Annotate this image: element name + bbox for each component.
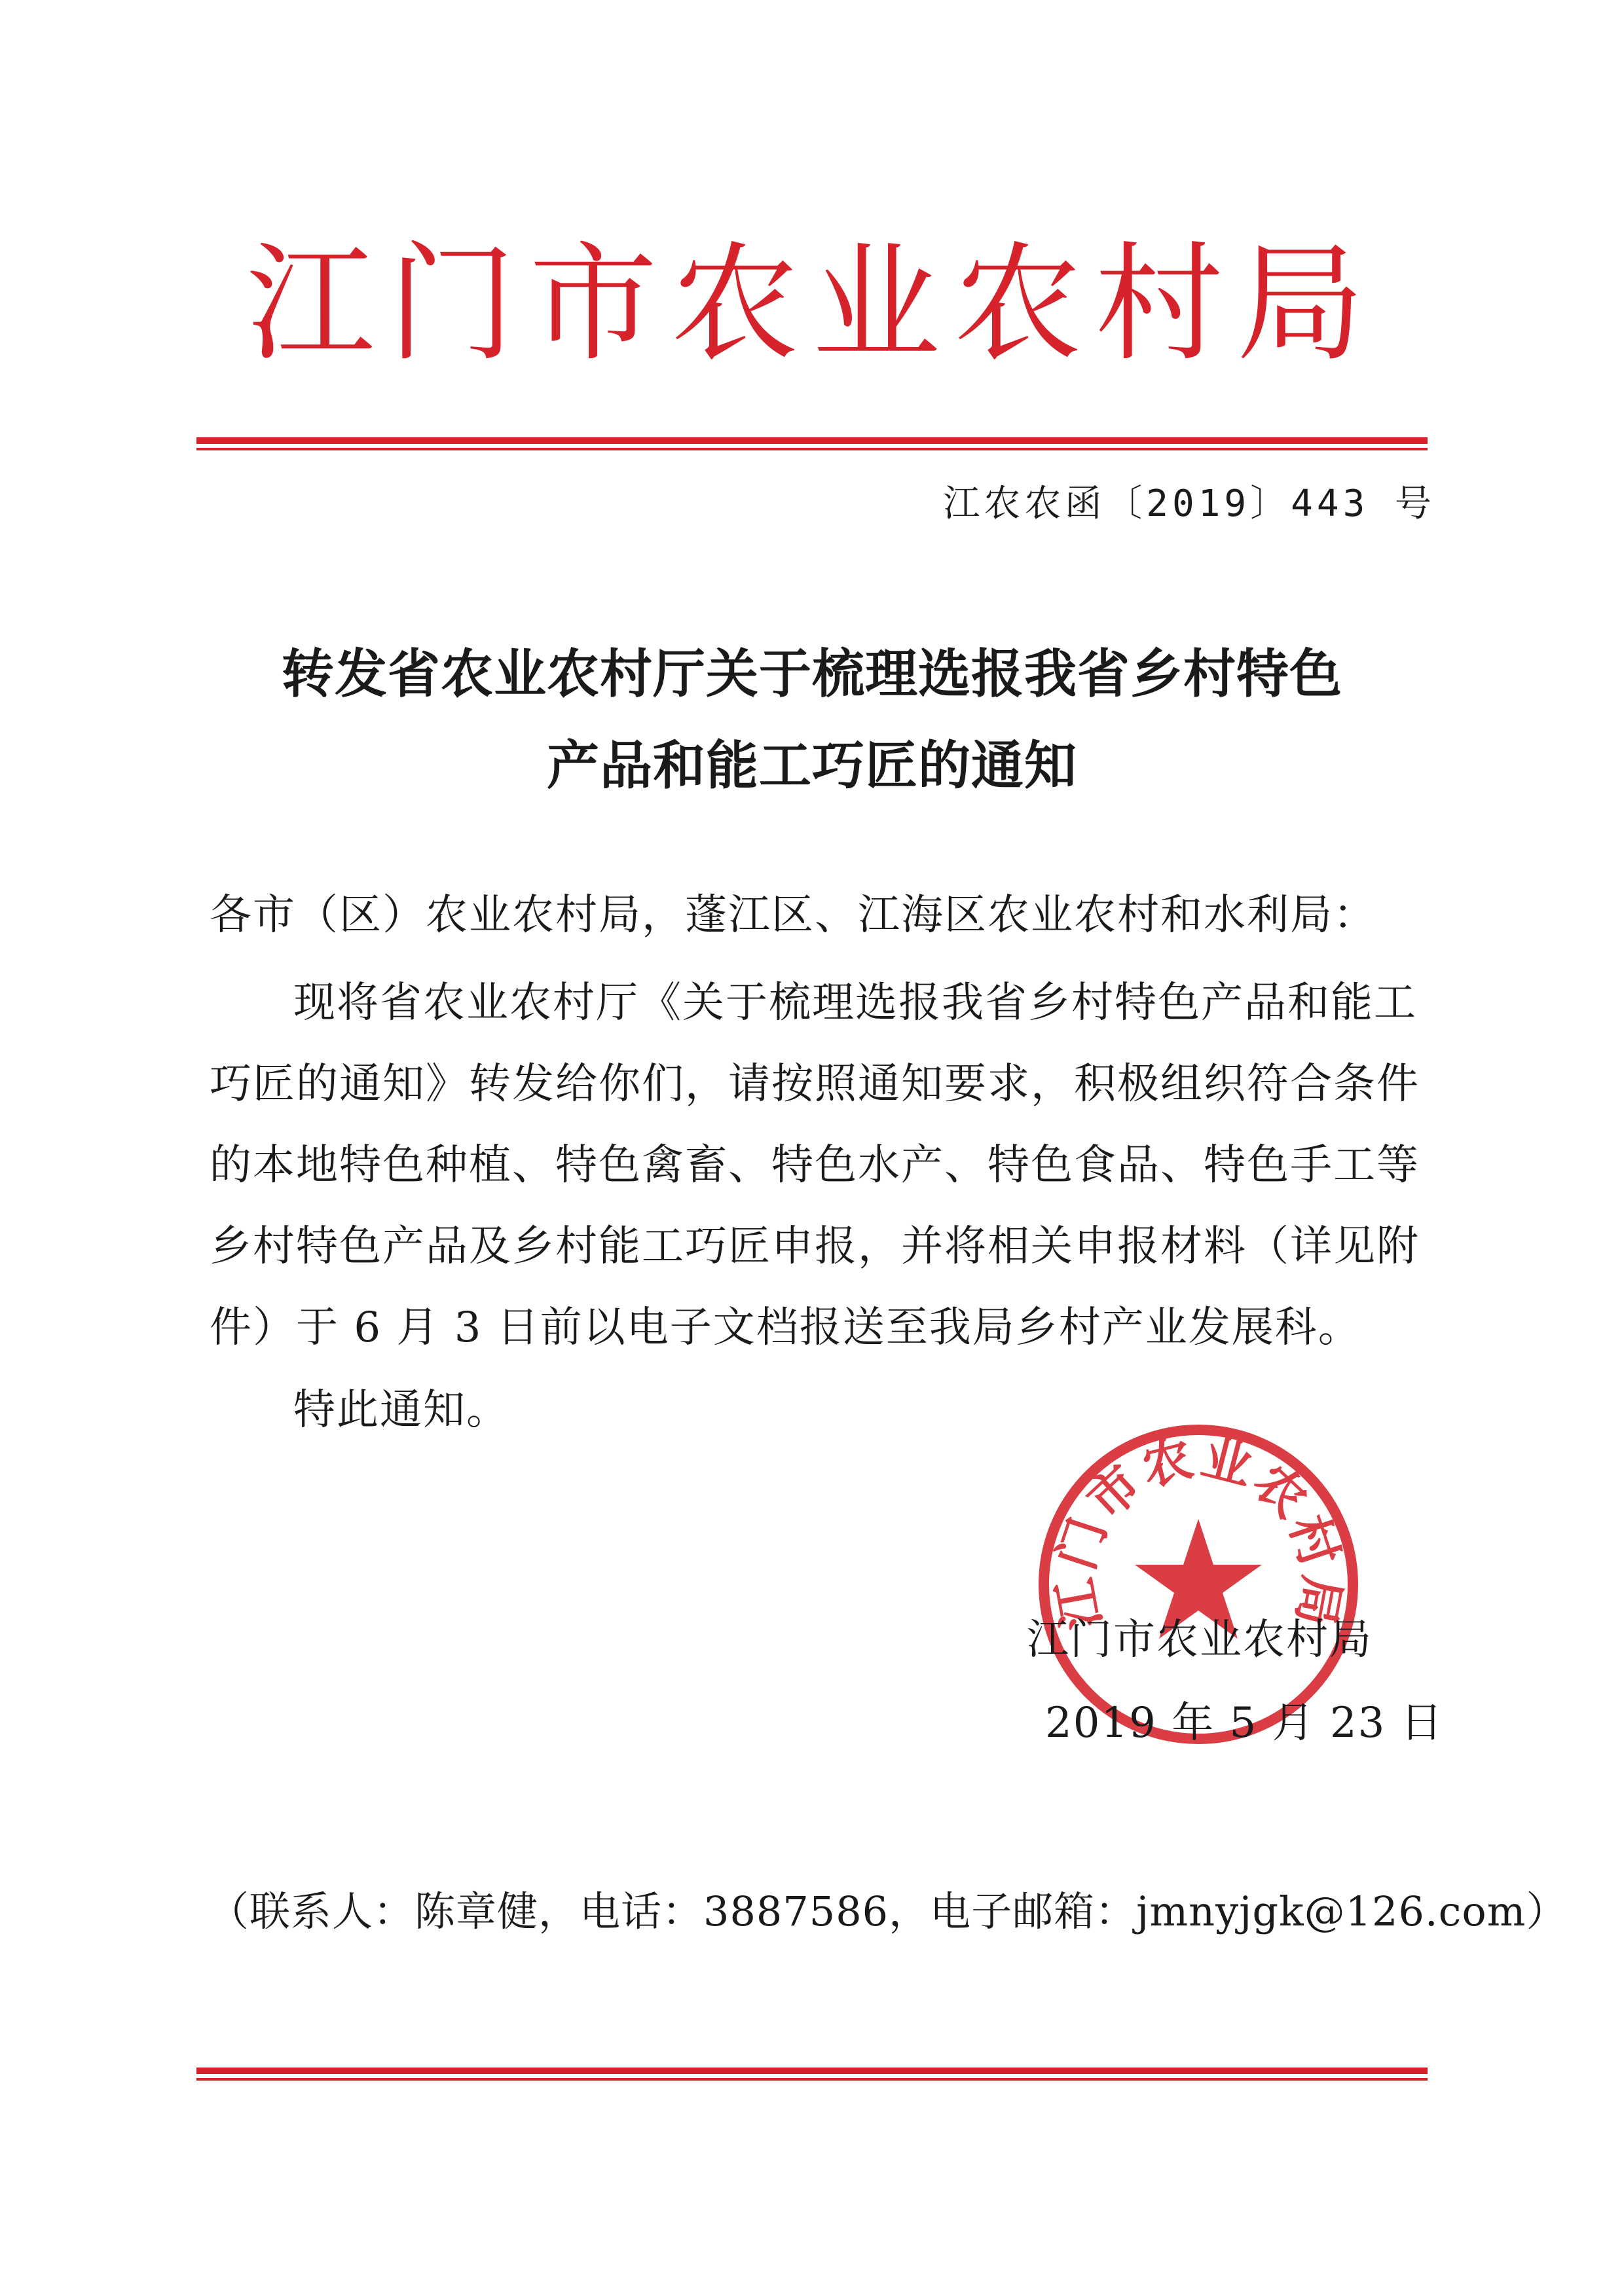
header-divider-thick [196, 437, 1428, 444]
paragraph-line: 乡村特色产品及乡村能工巧匠申报，并将相关申报材料（详见附 [210, 1222, 1420, 1271]
document-title-line-2: 产品和能工巧匠的通知 [547, 735, 1077, 796]
paragraph-line: 现将省农业农村厅《关于梳理选报我省乡村特色产品和能工 [293, 979, 1417, 1027]
paragraph-line: 件）于 6 月 3 日前以电子文档报送至我局乡村产业发展科。 [210, 1303, 1361, 1352]
header-divider-thin [196, 448, 1428, 450]
masthead-title: 江门市农业农村局 [246, 230, 1378, 379]
footer-divider-thick [196, 2068, 1428, 2074]
signature-organization: 江门市农业农村局 [1027, 1616, 1373, 1664]
salutation: 各市（区）农业农村局，蓬江区、江海区农业农村和水利局： [210, 891, 1376, 939]
closing-line: 特此通知。 [293, 1386, 509, 1434]
signature-date: 2019 年 5 月 23 日 [1045, 1699, 1444, 1747]
footer-divider-thin [196, 2078, 1428, 2081]
paragraph-line: 巧匠的通知》转发给你们，请按照通知要求，积极组织符合条件 [210, 1060, 1420, 1108]
contact-info: （联系人：陈章健，电话：3887586，电子邮箱：jmnyjgk@126.com） [208, 1887, 1568, 1935]
document-title-line-1: 转发省农业农村厅关于梳理选报我省乡村特色 [282, 644, 1342, 704]
paragraph-line: 的本地特色种植、特色禽畜、特色水产、特色食品、特色手工等 [210, 1141, 1420, 1190]
document-number: 江农农函〔2019〕443 号 [943, 483, 1435, 525]
seal-text: 江门市农业农村局 [1044, 1427, 1352, 1634]
